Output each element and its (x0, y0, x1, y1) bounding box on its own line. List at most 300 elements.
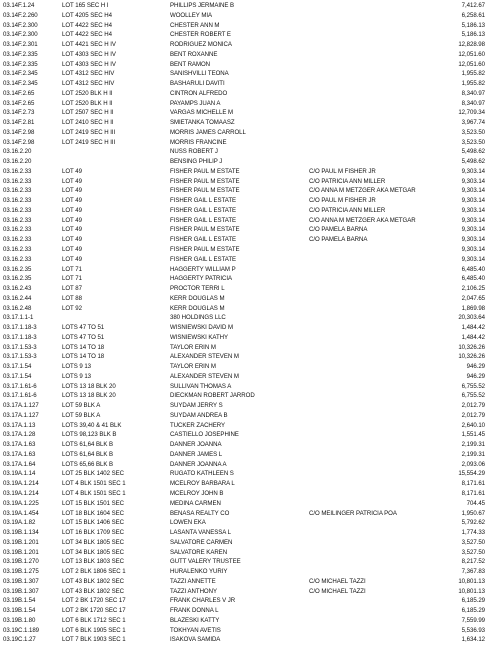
legal-description-cell: LOT 34 BLK 1805 SEC (62, 548, 124, 556)
amount-due-cell: 3,527.50 (461, 538, 485, 546)
amount-due-cell: 7,559.99 (461, 616, 485, 624)
amount-due-cell: 3,523.50 (461, 128, 485, 136)
care-of-cell: C/O PAMELA BARNA (309, 226, 368, 234)
owner-name-cell: ALEXANDER STEVEN M (170, 353, 239, 361)
legal-description-cell: LOT 2419 SEC H III (62, 138, 116, 146)
amount-due-cell: 1,551.45 (461, 431, 485, 439)
owner-name-cell: FISHER PAUL M ESTATE (170, 187, 240, 195)
owner-name-cell: KERR DOUGLAS M (170, 294, 225, 302)
parcel-number-cell: 03.16.2.33 (3, 255, 32, 263)
owner-name-cell: TAYLOR ERIN M (170, 363, 216, 371)
parcel-number-cell: 03.19B.1.201 (3, 548, 39, 556)
table-row (0, 333, 488, 343)
amount-due-cell: 12,709.34 (458, 109, 485, 117)
owner-name-cell: FISHER GAIL L ESTATE (170, 197, 237, 205)
legal-description-cell: LOT 88 (62, 294, 82, 302)
amount-due-cell: 2,199.31 (461, 450, 485, 458)
parcel-number-cell: 03.16.2.35 (3, 275, 32, 283)
table-row (0, 108, 488, 118)
table-row (0, 352, 488, 362)
owner-name-cell: TAZZI ANNETTE (170, 577, 216, 585)
parcel-number-cell: 03.14F.2.65 (3, 99, 35, 107)
legal-description-cell: LOT 2520 BLK H II (62, 89, 113, 97)
owner-name-cell: FISHER GAIL L ESTATE (170, 216, 237, 224)
legal-description-cell: LOT 15 BLK 1501 SEC (62, 499, 124, 507)
amount-due-cell: 20,303.64 (458, 314, 485, 322)
legal-description-cell: LOT 2419 SEC H III (62, 128, 116, 136)
parcel-number-cell: 03.14F.2.300 (3, 31, 38, 39)
amount-due-cell: 9,303.14 (461, 177, 485, 185)
owner-name-cell: SMIETANKA TOMAASZ (170, 119, 235, 127)
legal-description-cell: LOT 25 BLK 1402 SEC (62, 470, 124, 478)
legal-description-cell: LOT 49 (62, 197, 82, 205)
owner-name-cell: FISHER PAUL M ESTATE (170, 177, 240, 185)
parcel-number-cell: 03.19A.1.214 (3, 490, 39, 497)
legal-description-cell: LOT 4 BLK 1501 SEC 1 (62, 480, 126, 488)
parcel-number-cell: 03.14F.2.345 (3, 80, 38, 88)
amount-due-cell: 704.45 (466, 499, 485, 507)
table-row (0, 225, 488, 235)
amount-due-cell: 3,523.50 (461, 138, 485, 146)
owner-name-cell: HAGGERTY WILLIAM P (170, 265, 236, 273)
parcel-number-cell: 03.16.2.20 (3, 148, 32, 156)
table-row (0, 372, 488, 382)
legal-description-cell: LOTS 14 TO 18 (62, 353, 105, 361)
table-row (0, 469, 488, 479)
amount-due-cell: 9,303.14 (461, 226, 485, 234)
table-row (0, 587, 488, 597)
legal-description-cell: LOT 43 BLK 1802 SEC (62, 587, 124, 595)
table-row (0, 421, 488, 431)
table-row (0, 167, 488, 177)
legal-description-cell: LOT 49 (62, 167, 82, 175)
table-row (0, 489, 488, 499)
legal-description-cell: LOTS 61,64 BLK B (62, 450, 114, 458)
owner-name-cell: SALVATORE CARMEN (170, 538, 233, 546)
amount-due-cell: 10,326.26 (458, 353, 485, 361)
owner-name-cell: MEDINA CARMEN (170, 499, 221, 507)
parcel-number-cell: 03.17.1.53-3 (3, 343, 37, 351)
amount-due-cell: 9,303.14 (461, 187, 485, 195)
table-row (0, 196, 488, 206)
table-row (0, 343, 488, 353)
legal-description-cell: LOT 165 SEC H I (62, 2, 109, 9)
parcel-number-cell: 03.17A.1.63 (3, 441, 36, 449)
table-row (0, 147, 488, 157)
table-row (0, 577, 488, 587)
legal-description-cell: LOT 4312 SEC HIV (62, 70, 115, 78)
table-row (0, 69, 488, 79)
table-row (0, 128, 488, 138)
legal-description-cell: LOT 2 BK 1720 SEC 17 (62, 607, 126, 615)
legal-description-cell: LOT 2520 BLK H II (62, 99, 113, 107)
parcel-number-cell: 03.19B.1.275 (3, 568, 39, 576)
table-row (0, 528, 488, 538)
amount-due-cell: 2,106.25 (461, 285, 485, 293)
table-row (0, 509, 488, 519)
legal-description-cell: LOT 49 (62, 255, 82, 263)
amount-due-cell: 5,536.93 (461, 626, 485, 634)
legal-description-cell: LOT 4422 SEC H4 (62, 21, 112, 29)
legal-description-cell: LOT 2 BK 1720 SEC 17 (62, 597, 126, 605)
owner-name-cell: SUYDAM JERRY S (170, 402, 223, 410)
owner-name-cell: DIECKMAN ROBERT JARROD (170, 392, 255, 400)
legal-description-cell: LOT 87 (62, 285, 82, 293)
amount-due-cell: 946.29 (466, 363, 485, 371)
parcel-number-cell: 03.19B.1.54 (3, 597, 36, 605)
owner-name-cell: CASTIELLO JOSEPHINE (170, 431, 239, 439)
parcel-number-cell: 03.14F.2.98 (3, 138, 35, 146)
owner-name-cell: PHILLIPS JERMAINE B (170, 2, 235, 9)
table-row (0, 255, 488, 265)
care-of-cell: C/O MEILINGER PATRICIA POA (309, 509, 397, 517)
legal-description-cell: LOT 49 (62, 187, 82, 195)
amount-due-cell: 9,303.14 (461, 197, 485, 205)
legal-description-cell: LOT 2 BLK 1806 SEC 1 (62, 568, 126, 576)
amount-due-cell: 2,093.06 (461, 460, 485, 468)
legal-description-cell: LOTS 61,64 BLK B (62, 441, 114, 449)
parcel-number-cell: 03.16.2.48 (3, 304, 32, 312)
parcel-number-cell: 03.19B.1.134 (3, 529, 39, 537)
legal-description-cell: LOT 13 BLK 1803 SEC (62, 558, 124, 566)
parcel-number-cell: 03.16.2.33 (3, 177, 32, 185)
amount-due-cell: 1,484.42 (461, 333, 485, 341)
amount-due-cell: 5,186.13 (461, 31, 485, 39)
owner-name-cell: ISAKOVA SAMIDA (170, 636, 221, 644)
owner-name-cell: SALVATORE KAREN (170, 548, 228, 556)
table-row (0, 294, 488, 304)
legal-description-cell: LOT 59 BLK A (62, 402, 101, 410)
amount-due-cell: 2,047.65 (461, 294, 485, 302)
amount-due-cell: 12,828.98 (458, 41, 485, 49)
legal-description-cell: LOTS 9 13 (62, 372, 92, 380)
legal-description-cell: LOT 59 BLK A (62, 411, 101, 419)
amount-due-cell: 9,303.14 (461, 246, 485, 253)
owner-name-cell: NUSS ROBERT J (170, 148, 218, 156)
amount-due-cell: 6,485.40 (461, 265, 485, 273)
legal-description-cell: LOT 71 (62, 265, 82, 273)
legal-description-cell: LOT 2507 SEC H II (62, 109, 114, 117)
amount-due-cell: 1,955.82 (461, 70, 485, 78)
legal-description-cell: LOT 4312 SEC HIV (62, 80, 115, 88)
care-of-cell: C/O ANNA M METZGER AKA METGAR (309, 216, 416, 224)
amount-due-cell: 10,326.26 (458, 343, 485, 351)
parcel-number-cell: 03.16.2.33 (3, 226, 32, 234)
table-row (0, 40, 488, 50)
legal-description-cell: LOT 16 BLK 1709 SEC (62, 529, 124, 537)
table-row (0, 186, 488, 196)
owner-name-cell: BLAZESKI KATTY (170, 616, 220, 624)
care-of-cell: C/O PAUL M FISHER JR (309, 167, 376, 175)
parcel-number-cell: 03.19A.1.82 (3, 519, 36, 527)
owner-name-cell: BASHARULI DAVITI (170, 80, 225, 88)
owner-name-cell: BENT RAMON (170, 60, 211, 68)
amount-due-cell: 6,258.61 (461, 11, 485, 19)
amount-due-cell: 15,554.29 (458, 470, 485, 478)
legal-description-cell: LOTS 47 TO 51 (62, 324, 105, 332)
legal-description-cell: LOT 49 (62, 177, 82, 185)
table-row (0, 616, 488, 626)
legal-description-cell: LOTS 14 TO 18 (62, 343, 105, 351)
table-row (0, 21, 488, 31)
owner-name-cell: FISHER GAIL L ESTATE (170, 236, 237, 244)
parcel-number-cell: 03.16.2.33 (3, 236, 32, 244)
legal-description-cell: LOT 43 BLK 1802 SEC (62, 577, 124, 585)
care-of-cell: C/O PAUL M FISHER JR (309, 197, 376, 205)
parcel-number-cell: 03.17A.1.13 (3, 421, 36, 429)
amount-due-cell: 2,199.31 (461, 441, 485, 449)
table-row (0, 479, 488, 489)
table-row (0, 79, 488, 89)
table-row (0, 235, 488, 245)
amount-due-cell: 5,792.62 (461, 519, 485, 527)
amount-due-cell: 8,340.97 (461, 99, 485, 107)
table-row (0, 401, 488, 411)
owner-name-cell: HURALENKO YURIY (170, 568, 228, 576)
parcel-number-cell: 03.17A.1.63 (3, 450, 36, 458)
table-row (0, 245, 488, 255)
legal-description-cell: LOT 4 BLK 1501 SEC 1 (62, 490, 126, 497)
owner-name-cell: CHESTER ROBERT E (170, 31, 231, 39)
legal-description-cell: LOT 15 BLK 1406 SEC (62, 519, 124, 527)
owner-name-cell: FISHER GAIL L ESTATE (170, 255, 237, 263)
parcel-number-cell: 03.16.2.33 (3, 216, 32, 224)
legal-description-cell: LOT 18 BLK 1604 SEC (62, 509, 124, 517)
table-row (0, 50, 488, 60)
amount-due-cell: 3,967.74 (461, 119, 485, 127)
amount-due-cell: 1,869.98 (461, 304, 485, 312)
legal-description-cell: LOT 2410 SEC H II (62, 119, 114, 127)
amount-due-cell: 2,012.79 (461, 402, 485, 410)
amount-due-cell: 2,640.10 (461, 421, 485, 429)
legal-description-cell: LOT 4303 SEC H IV (62, 50, 116, 58)
owner-name-cell: DANNER JOANNA A (170, 460, 227, 468)
amount-due-cell: 6,755.52 (461, 392, 485, 400)
owner-name-cell: LASANTA VANESSA L (170, 529, 231, 537)
parcel-number-cell: 03.19B.1.80 (3, 616, 36, 624)
parcel-number-cell: 03.16.2.44 (3, 294, 32, 302)
owner-name-cell: TAZZI ANTHONY (170, 587, 217, 595)
owner-name-cell: 380 HOLDINGS LLC (170, 314, 226, 322)
parcel-number-cell: 03.19B.1.307 (3, 587, 39, 595)
owner-name-cell: BENASA REALTY CO (170, 509, 230, 517)
parcel-number-cell: 03.17.1.53-3 (3, 353, 37, 361)
legal-description-cell: LOT 49 (62, 226, 82, 234)
owner-name-cell: HAGGERTY PATRICIA (170, 275, 233, 283)
care-of-cell: C/O MICHAEL TAZZI (309, 577, 366, 585)
table-row (0, 606, 488, 616)
owner-name-cell: DANNER JAMES L (170, 450, 223, 458)
owner-name-cell: FRANK CHARLES V JR (170, 597, 236, 605)
legal-description-cell: LOT 49 (62, 246, 82, 253)
parcel-number-cell: 03.14F.2.335 (3, 60, 38, 68)
amount-due-cell: 7,367.83 (461, 568, 485, 576)
parcel-number-cell: 03.16.2.33 (3, 187, 32, 195)
amount-due-cell: 1,950.67 (461, 509, 485, 517)
table-row (0, 177, 488, 187)
table-row (0, 118, 488, 128)
care-of-cell: C/O PAMELA BARNA (309, 236, 368, 244)
parcel-number-cell: 03.19C.1.189 (3, 626, 39, 634)
table-row (0, 1, 488, 11)
amount-due-cell: 8,171.61 (461, 490, 485, 497)
amount-due-cell: 6,185.29 (461, 607, 485, 615)
parcel-number-cell: 03.17.1.61-6 (3, 392, 37, 400)
owner-name-cell: BENSING PHILIP J (170, 158, 223, 166)
parcel-number-cell: 03.17A.1.127 (3, 402, 39, 410)
parcel-number-cell: 03.19C.1.27 (3, 636, 36, 644)
owner-name-cell: MCELROY JOHN B (170, 490, 224, 497)
legal-description-cell: LOTS 47 TO 51 (62, 333, 105, 341)
parcel-number-cell: 03.14F.2.301 (3, 41, 38, 49)
owner-name-cell: MORRIS JAMES CARROLL (170, 128, 246, 136)
table-row (0, 11, 488, 21)
owner-name-cell: SANISHVILLI TEONA (170, 70, 229, 78)
owner-name-cell: FISHER PAUL M ESTATE (170, 167, 240, 175)
parcel-number-cell: 03.19A.1.214 (3, 480, 39, 488)
parcel-number-cell: 03.19A.1.454 (3, 509, 39, 517)
table-row (0, 567, 488, 577)
legal-description-cell: LOT 4205 SEC H4 (62, 11, 112, 19)
owner-name-cell: SULLIVAN THOMAS A (170, 382, 232, 390)
parcel-number-cell: 03.16.2.33 (3, 206, 32, 214)
table-row (0, 557, 488, 567)
table-row (0, 265, 488, 275)
legal-description-cell: LOTS 13 18 BLK 20 (62, 392, 116, 400)
owner-name-cell: KERR DOUGLAS M (170, 304, 225, 312)
care-of-cell: C/O PATRICIA ANN MILLER (309, 177, 386, 185)
table-row (0, 30, 488, 40)
parcel-number-cell: 03.16.2.33 (3, 197, 32, 205)
owner-name-cell: FISHER PAUL M ESTATE (170, 226, 240, 234)
legal-description-cell: LOT 92 (62, 304, 82, 312)
owner-name-cell: CINTRON ALFREDO (170, 89, 228, 97)
owner-name-cell: PROCTOR TERRI L (170, 285, 225, 293)
parcel-number-cell: 03.17.1.61-6 (3, 382, 37, 390)
parcel-number-cell: 03.19B.1.54 (3, 607, 36, 615)
table-row (0, 157, 488, 167)
legal-description-cell: LOT 71 (62, 275, 82, 283)
parcel-number-cell: 03.14F.2.260 (3, 11, 38, 19)
parcel-number-cell: 03.17.1.1-1 (3, 314, 34, 322)
parcel-number-cell: 03.14F.2.345 (3, 70, 38, 78)
parcel-number-cell: 03.14F.2.300 (3, 21, 38, 29)
parcel-number-cell: 03.16.2.35 (3, 265, 32, 273)
amount-due-cell: 9,303.14 (461, 255, 485, 263)
legal-description-cell: LOT 49 (62, 206, 82, 214)
legal-description-cell: LOT 4303 SEC H IV (62, 60, 116, 68)
amount-due-cell: 5,186.13 (461, 21, 485, 29)
parcel-number-cell: 03.16.2.20 (3, 158, 32, 166)
parcel-number-cell: 03.19B.1.270 (3, 558, 39, 566)
table-row (0, 460, 488, 470)
parcel-number-cell: 03.17.1.54 (3, 372, 32, 380)
owner-name-cell: RUGATO KATHLEEN S (170, 470, 234, 478)
table-row (0, 548, 488, 558)
table-row (0, 362, 488, 372)
parcel-number-cell: 03.17.1.54 (3, 363, 32, 371)
table-row (0, 538, 488, 548)
parcel-number-cell: 03.17.1.18-3 (3, 324, 37, 332)
care-of-cell: C/O PATRICIA ANN MILLER (309, 206, 386, 214)
parcel-number-cell: 03.14F.2.81 (3, 119, 35, 127)
table-row (0, 391, 488, 401)
table-row (0, 626, 488, 636)
table-row (0, 596, 488, 606)
amount-due-cell: 1,955.82 (461, 80, 485, 88)
parcel-number-cell: 03.14F.1.24 (3, 2, 35, 9)
table-row (0, 411, 488, 421)
amount-due-cell: 12,051.60 (458, 50, 485, 58)
parcel-number-cell: 03.16.2.33 (3, 246, 32, 253)
table-row (0, 635, 488, 645)
legal-description-cell: LOT 49 (62, 236, 82, 244)
amount-due-cell: 7,412.67 (461, 2, 485, 9)
parcel-number-cell: 03.17.1.18-3 (3, 333, 37, 341)
table-row (0, 216, 488, 226)
parcel-number-cell: 03.17A.1.28 (3, 431, 36, 439)
owner-name-cell: BENT ROXANNE (170, 50, 218, 58)
legal-description-cell: LOTS 9 13 (62, 363, 92, 371)
owner-name-cell: ALEXANDER STEVEN M (170, 372, 239, 380)
table-row (0, 284, 488, 294)
table-row (0, 99, 488, 109)
owner-name-cell: RODRIGUEZ MONICA (170, 41, 232, 49)
legal-description-cell: LOT 4421 SEC H IV (62, 41, 116, 49)
table-row (0, 499, 488, 509)
parcel-number-cell: 03.19B.1.201 (3, 538, 39, 546)
amount-due-cell: 9,303.14 (461, 216, 485, 224)
owner-name-cell: VARGAS MICHELLE M (170, 109, 234, 117)
amount-due-cell: 10,801.13 (458, 577, 485, 585)
owner-name-cell: MCELROY BARBARA L (170, 480, 235, 488)
owner-name-cell: CHESTER ANN M (170, 21, 220, 29)
owner-name-cell: PAYAMPS JUAN A (170, 99, 221, 107)
amount-due-cell: 10,801.13 (458, 587, 485, 595)
amount-due-cell: 1,634.12 (461, 636, 485, 644)
parcel-number-cell: 03.14F.2.98 (3, 128, 35, 136)
legal-description-cell: LOTS 39,40 & 41 BLK (62, 421, 122, 429)
amount-due-cell: 12,051.60 (458, 60, 485, 68)
amount-due-cell: 5,498.62 (461, 158, 485, 166)
legal-description-cell: LOTS 13 18 BLK 20 (62, 382, 116, 390)
care-of-cell: C/O MICHAEL TAZZI (309, 587, 366, 595)
table-row (0, 89, 488, 99)
legal-description-cell: LOTS 98,123 BLK B (62, 431, 117, 439)
parcel-number-cell: 03.14F.2.335 (3, 50, 38, 58)
amount-due-cell: 5,498.62 (461, 148, 485, 156)
owner-name-cell: SUYDAM ANDREA B (170, 411, 228, 419)
amount-due-cell: 6,185.29 (461, 597, 485, 605)
amount-due-cell: 6,755.52 (461, 382, 485, 390)
owner-name-cell: FRANK DONNA L (170, 607, 219, 615)
amount-due-cell: 2,012.79 (461, 411, 485, 419)
table-row (0, 274, 488, 284)
owner-name-cell: WOOLLEY MIA (170, 11, 213, 19)
legal-description-cell: LOT 6 BLK 1712 SEC 1 (62, 616, 126, 624)
table-row (0, 60, 488, 70)
legal-description-cell: LOTS 65,66 BLK B (62, 460, 114, 468)
owner-name-cell: GUTT VALERY TRUSTEE (170, 558, 241, 566)
amount-due-cell: 1,484.42 (461, 324, 485, 332)
table-row (0, 430, 488, 440)
table-row (0, 440, 488, 450)
table-row (0, 138, 488, 148)
parcel-number-cell: 03.17A.1.64 (3, 460, 36, 468)
amount-due-cell: 3,527.50 (461, 548, 485, 556)
table-row (0, 382, 488, 392)
amount-due-cell: 8,340.97 (461, 89, 485, 97)
